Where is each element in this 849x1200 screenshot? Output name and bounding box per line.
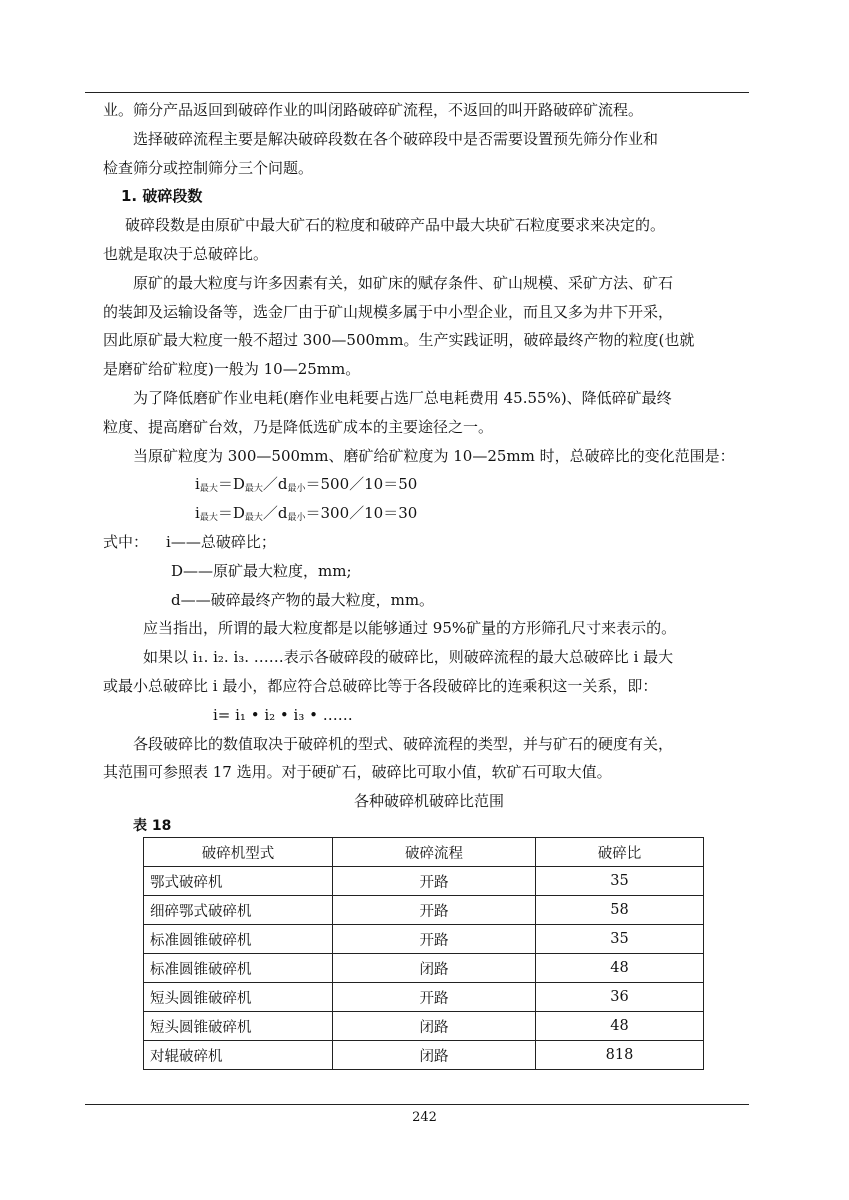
table-cell: 58 [536,896,704,925]
column-header: 破碎机型式 [144,838,333,867]
table-cell: 48 [536,1012,704,1041]
table-row [144,896,704,925]
table-cell: 标准圆锥破碎机 [144,954,333,983]
definition-line [103,528,747,557]
table-row [144,1012,704,1041]
table-cell: 35 [536,867,704,896]
page-number: 242 [412,1110,437,1125]
definition-label: 式中： [103,532,149,551]
header-rule [85,92,749,93]
table-row [144,1041,704,1070]
table-caption: 各种破碎机破碎比范围 [353,792,504,811]
table-cell: 818 [536,1041,704,1070]
table-cell: 闭路 [333,954,536,983]
table-row [144,954,704,983]
paragraph-line: 粒度、提高磨矿台效，乃是降低选矿成本的主要途径之一。 [103,417,494,436]
paragraph-line: 选择破碎流程主要是解决破碎段数在各个破碎段中是否需要设置预先筛分作业和 [133,129,659,148]
paragraph-line: 的装卸及运输设备等，选金厂由于矿山规模多属于中小型企业，而且又多为井下开采， [103,302,674,321]
paragraph-line: 检查筛分或控制筛分三个问题。 [103,158,314,177]
table-cell: 短头圆锥破碎机 [144,983,333,1012]
column-header: 破碎比 [536,838,704,867]
table-header-row [144,838,704,867]
table-row [144,983,704,1012]
section-heading: 1. 破碎段数 [121,187,203,206]
table-row [144,867,704,896]
paragraph-line: 如果以 i₁. i₂. i₃. ……表示各破碎段的破碎比，则破碎流程的最大总破碎比 i 最大 [143,648,674,667]
definition-D: D——原矿最大粒度，mm; [171,561,352,580]
paragraph-line: 破碎段数是由原矿中最大矿石的粒度和破碎产品中最大块矿石粒度要求来决定的。 [125,216,666,235]
table-cell: 开路 [333,867,536,896]
table-cell: 细碎鄂式破碎机 [144,896,333,925]
paragraph-line: 当原矿粒度为 300—500mm、磨矿给矿粒度为 10—25mm 时，总破碎比的变化范围是： [133,446,735,465]
formula-min: $i_{最大}=D_{最大}/d_{最小}=300/10=30$ [195,504,418,524]
table-cell: 开路 [333,896,536,925]
definition-d: d——破碎最终产物的最大粒度，mm。 [171,590,435,609]
table-cell: 开路 [333,983,536,1012]
crusher-ratio-table [143,837,704,1070]
paragraph-line: 各段破碎比的数值取决于破碎机的型式、破碎流程的类型，并与矿石的硬度有关， [133,734,674,753]
paragraph-line: 或最小总破碎比 i 最小，都应符合总破碎比等于各段破碎比的连乘积这一关系，即： [103,676,658,695]
paragraph-line: 是磨矿给矿粒度)一般为 10—25mm。 [103,360,361,379]
paragraph-line: 为了降低磨矿作业电耗(磨作业电耗要占选厂总电耗费用 45.55%)、降低碎矿最终 [133,388,672,407]
table-cell: 48 [536,954,704,983]
table-cell: 标准圆锥破碎机 [144,925,333,954]
formula-max: $i_{最大}=D_{最大}/d_{最小}=500/10=50$ [195,475,418,495]
table-cell: 35 [536,925,704,954]
table-cell: 鄂式破碎机 [144,867,333,896]
formula-product: i= i₁ • i₂ • i₃ • …… [213,705,353,724]
table-cell: 闭路 [333,1012,536,1041]
table-cell: 36 [536,983,704,1012]
paragraph-line: 也就是取决于总破碎比。 [103,244,269,263]
paragraph-line: 原矿的最大粒度与许多因素有关，如矿床的赋存条件、矿山规模、采矿方法、矿石 [133,273,674,292]
footer-rule [85,1104,749,1105]
table-cell: 闭路 [333,1041,536,1070]
paragraph-line: 其范围可参照表 17 选用。对于硬矿石，破碎比可取小值，软矿石可取大值。 [103,763,612,782]
paragraph-line: 业。筛分产品返回到破碎作业的叫闭路破碎矿流程，不返回的叫开路破碎矿流程。 [103,101,644,119]
paragraph-line: 因此原矿最大粒度一般不超过 300—500mm。生产实践证明，破碎最终产物的粒度(也就 [103,331,695,350]
paragraph-line: 应当指出，所谓的最大粒度都是以能够通过 95%矿量的方形筛孔尺寸来表示的。 [143,619,677,638]
body-text [103,96,747,1070]
table-row [144,925,704,954]
table-cell: 短头圆锥破碎机 [144,1012,333,1041]
definition-i: i——总破碎比； [166,532,276,551]
column-header: 破碎流程 [333,838,536,867]
table-label: 表 18 [133,818,172,835]
table-cell: 对辊破碎机 [144,1041,333,1070]
table-cell: 开路 [333,925,536,954]
